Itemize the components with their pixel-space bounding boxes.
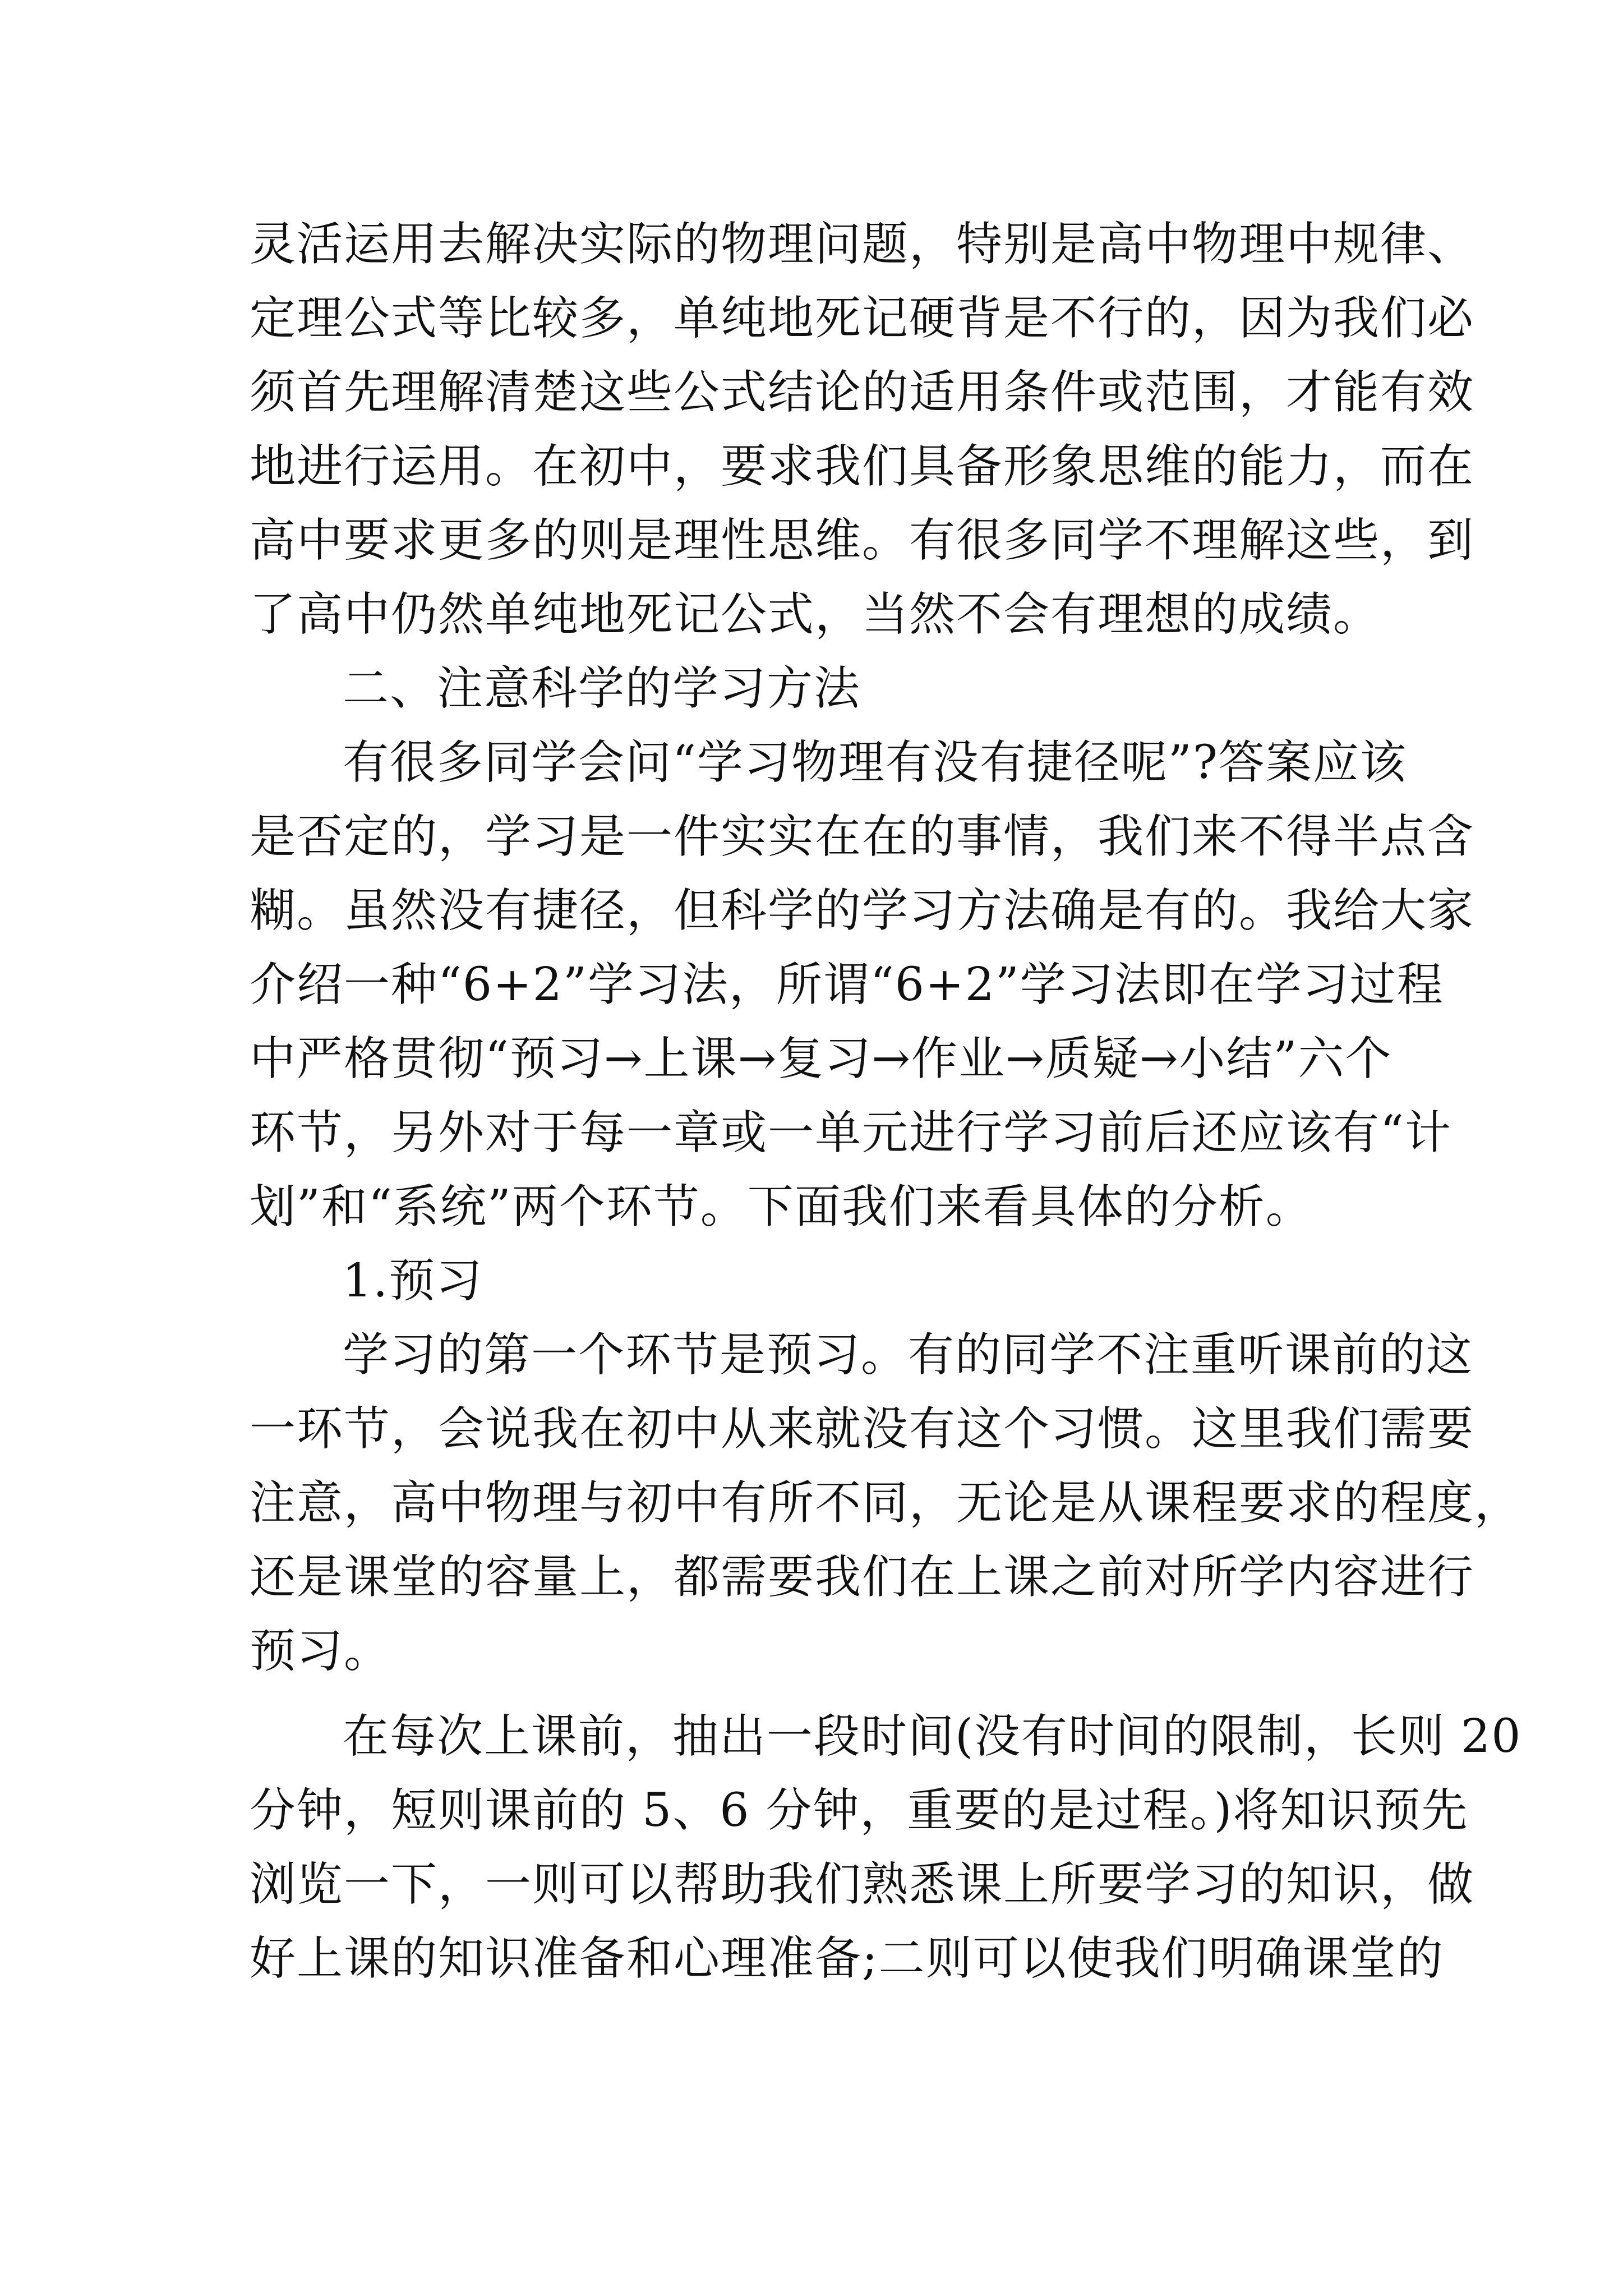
paragraph-continued (250, 208, 1475, 652)
text-line: 有很多同学会问“学习物理有没有捷径呢”?答案应该 (343, 736, 1407, 789)
paragraph-before-class (250, 1700, 1522, 1996)
text-line: 了高中仍然单纯地死记公式，当然不会有理想的成绩。 (250, 588, 1381, 641)
text-line: 浏览一下，一则可以帮助我们熟悉课上所要学习的知识，做 (250, 1858, 1475, 1911)
text-line: 是否定的，学习是一件实实在在的事情，我们来不得半点含 (250, 810, 1475, 863)
text-line: 学习的第一个环节是预习。有的同学不注重听课前的这 (343, 1328, 1474, 1382)
text-line: 注意，高中物理与初中有所不同，无论是从课程要求的程度， (250, 1476, 1522, 1530)
subsection-heading: 1.预习 (343, 1254, 483, 1308)
text-line: 地进行运用。在初中，要求我们具备形象思维的能力，而在 (250, 440, 1475, 493)
document-body (250, 208, 1522, 1996)
text-line: 在每次上课前，抽出一段时间(没有时间的限制，长则 20 (343, 1710, 1522, 1763)
paragraph-spacer (250, 1688, 1394, 1700)
text-line: 定理公式等比较多，单纯地死记硬背是不行的，因为我们必 (250, 292, 1475, 345)
text-line: 还是课堂的容量上，都需要我们在上课之前对所学内容进行 (250, 1550, 1475, 1604)
text-line: 须首先理解清楚这些公式结论的适用条件或范围，才能有效 (250, 366, 1475, 419)
paragraph-study-method (250, 726, 1475, 1244)
text-line: 划”和“系统”两个环节。下面我们来看具体的分析。 (250, 1180, 1313, 1234)
text-line: 灵活运用去解决实际的物理问题，特别是高中物理中规律、 (250, 218, 1475, 271)
text-line: 一环节，会说我在初中从来就没有这个习惯。这里我们需要 (250, 1402, 1475, 1456)
text-line: 环节，另外对于每一章或一单元进行学习前后还应该有“计 (250, 1106, 1452, 1159)
text-line: 介绍一种“6+2”学习法，所谓“6+2”学习法即在学习过程 (250, 958, 1444, 1011)
text-line: 糊。虽然没有捷径，但科学的学习方法确是有的。我给大家 (250, 884, 1475, 937)
text-line: 好上课的知识准备和心理准备;二则可以使我们明确课堂的 (250, 1932, 1444, 1985)
section-heading: 二、注意科学的学习方法 (343, 662, 861, 715)
text-line: 高中要求更多的则是理性思维。有很多同学不理解这些，到 (250, 514, 1475, 567)
text-line: 分钟，短则课前的 5、6 分钟，重要的是过程。)将知识预先 (250, 1784, 1469, 1837)
text-line: 中严格贯彻“预习→上课→复习→作业→质疑→小结”六个 (250, 1032, 1393, 1085)
paragraph-preview (250, 1318, 1522, 1688)
text-line: 预习。 (250, 1625, 391, 1678)
